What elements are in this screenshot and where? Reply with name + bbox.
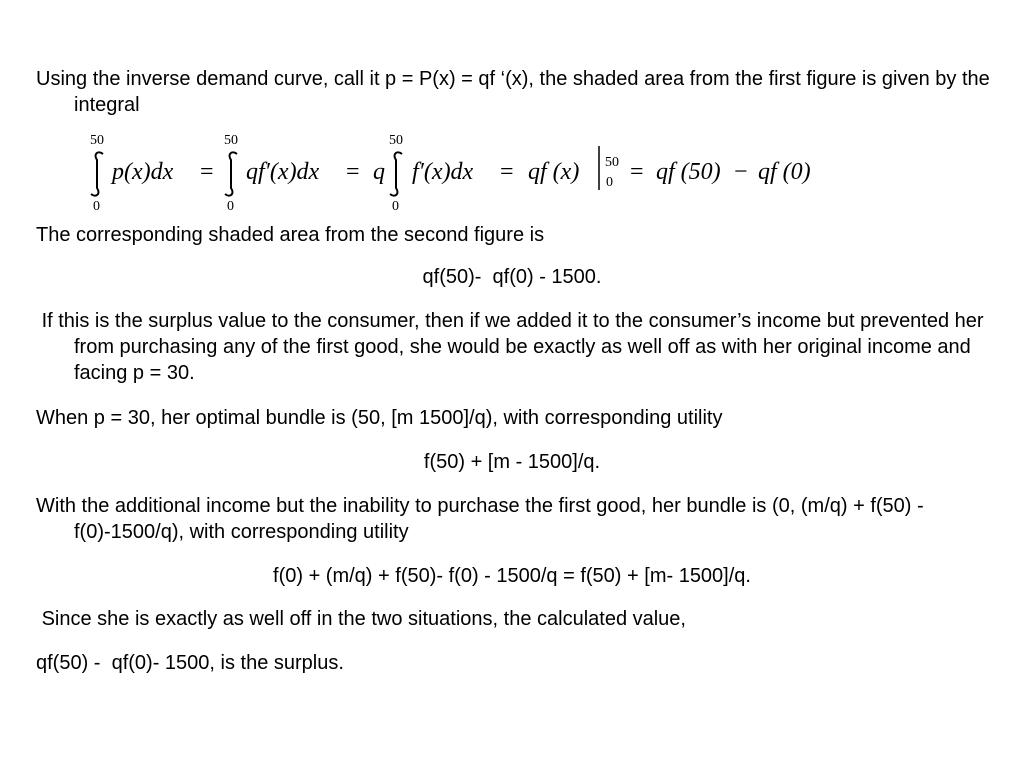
- term-qf-x: qf (x): [528, 159, 580, 185]
- equals-sign-2: =: [346, 159, 360, 185]
- term-qf-0: qf (0): [758, 159, 811, 185]
- term-qf-prime-x-dx: qf′(x)dx: [246, 159, 320, 185]
- paragraph-well-off: Since she is exactly as well off in the two situations, the calculated value,: [36, 608, 686, 630]
- paragraph-optimal-bundle: When p = 30, her optimal bundle is (50, [m 1500]/q), with corresponding utility: [36, 407, 723, 429]
- expression-surplus: qf(50)- qf(0) - 1500.: [422, 266, 602, 288]
- paragraph-surplus-value: If this is the surplus value to the consumer, then if we added it to the consumer’s income but prevented her from purchasing any of the first good, she would be exactly as well off as with her original income and facing p = 30.: [36, 310, 990, 384]
- paragraph-additional-income: With the additional income but the inability to purchase the first good, her bundle is (0, (m/q) + f(50) - f(0)-1500/q), with corresponding utility: [36, 495, 930, 543]
- equals-sign-4: =: [630, 159, 644, 185]
- integral-equation: [0, 128, 1024, 218]
- paragraph-inverse-demand: Using the inverse demand curve, call it p = P(x) = qf ‘(x), the shaded area from the first figure is given by the integral: [36, 68, 996, 116]
- evaluation-upper: 50: [605, 155, 619, 170]
- integral-1-lower: 0: [93, 199, 100, 214]
- integral-3-lower: 0: [392, 199, 399, 214]
- evaluation-lower: 0: [606, 175, 613, 190]
- equals-sign-1: =: [200, 159, 214, 185]
- term-q: q: [373, 159, 385, 185]
- term-qf-50: qf (50): [656, 159, 721, 185]
- integral-1-upper: 50: [90, 133, 104, 148]
- integral-sign-1: [91, 152, 103, 195]
- equals-sign-3: =: [500, 159, 514, 185]
- paragraph-conclusion: qf(50) - qf(0)- 1500, is the surplus.: [36, 652, 344, 674]
- integral-sign-3: [390, 152, 402, 195]
- term-f-prime-x-dx: f′(x)dx: [412, 159, 474, 185]
- expression-utility-2: f(0) + (m/q) + f(50)- f(0) - 1500/q = f(50) + [m- 1500]/q.: [273, 565, 751, 587]
- integral-2-lower: 0: [227, 199, 234, 214]
- integral-sign-2: [225, 152, 237, 195]
- term-p-x-dx: p(x)dx: [112, 159, 174, 185]
- integral-3-upper: 50: [389, 133, 403, 148]
- expression-utility-1: f(50) + [m - 1500]/q.: [423, 451, 601, 473]
- paragraph-second-figure: The corresponding shaded area from the second figure is: [36, 224, 545, 246]
- integral-2-upper: 50: [224, 133, 238, 148]
- minus-sign: −: [734, 159, 748, 185]
